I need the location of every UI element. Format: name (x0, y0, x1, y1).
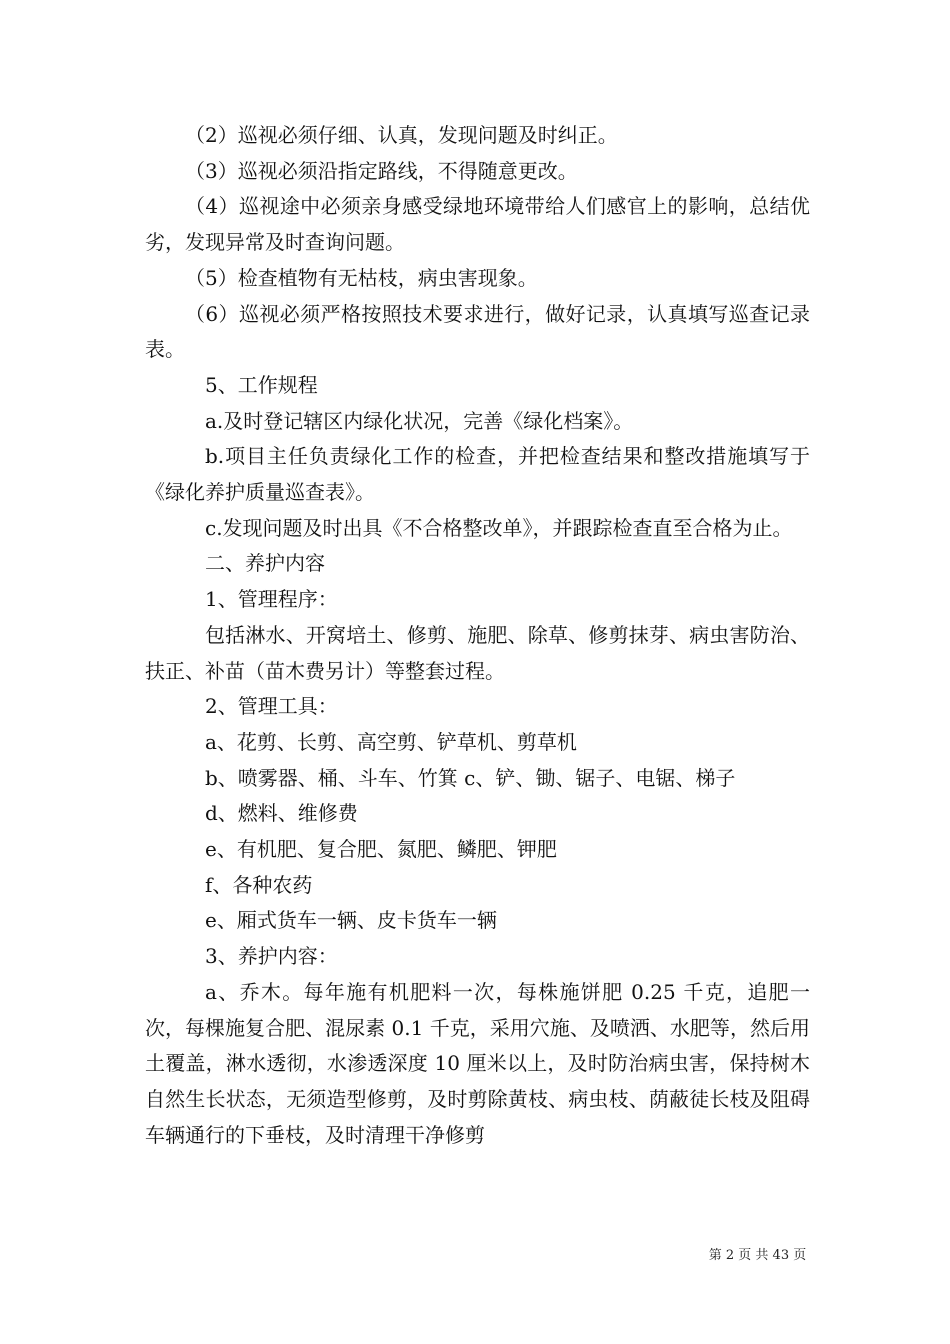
section-heading: 5、工作规程 (205, 372, 318, 397)
paragraph: 包括淋水、开窝培土、修剪、施肥、除草、修剪抹芽、病虫害防治、扶正、补苗（苗木费另计）等整套过程。 (145, 622, 810, 683)
section-heading: 二、养护内容 (205, 551, 325, 576)
paragraph: b.项目主任负责绿化工作的检查，并把检查结果和整改措施填写于《绿化养护质量巡查表》。 (145, 444, 810, 505)
paragraph: a、乔木。每年施有机肥料一次，每株施饼肥 0.25 千克，追肥一次，每棵施复合肥、混尿素 0.1 千克，采用穴施、及喷洒、水肥等，然后用土覆盖，淋水透彻，水渗透深度 10 厘米以上，及时防治病虫害，保持树木自然生长状态，无须造型修剪，及时剪除黄枝、病虫枝、荫蔽徒长枝及阻碍车辆通行的下垂枝，及时清理干净修剪 (145, 979, 810, 1147)
paragraph: （4）巡视途中必须亲身感受绿地环境带给人们感官上的影响，总结优劣，发现异常及时查询问题。 (145, 194, 810, 255)
list-item: e、厢式货车一辆、皮卡货车一辆 (205, 908, 497, 933)
paragraph: （2）巡视必须仔细、认真，发现问题及时纠正。 (185, 123, 618, 147)
document-body (145, 118, 810, 1153)
paragraph: （6）巡视必须严格按照技术要求进行，做好记录，认真填写巡查记录表。 (145, 301, 810, 362)
subsection-heading: 3、养护内容： (205, 944, 338, 969)
list-item: e、有机肥、复合肥、氮肥、鳞肥、钾肥 (205, 837, 557, 862)
subsection-heading: 1、管理程序： (205, 587, 338, 612)
page-footer (0, 1244, 950, 1263)
list-item: a、花剪、长剪、高空剪、铲草机、剪草机 (205, 729, 577, 754)
list-item: b、喷雾器、桶、斗车、竹箕 c、铲、锄、锯子、电锯、梯子 (205, 765, 736, 790)
paragraph: （3）巡视必须沿指定路线，不得随意更改。 (185, 158, 578, 183)
paragraph: a.及时登记辖区内绿化状况，完善《绿化档案》。 (205, 408, 634, 433)
list-item: f、各种农药 (205, 872, 313, 897)
subsection-heading: 2、管理工具： (205, 694, 338, 719)
list-item: d、燃料、维修费 (205, 801, 358, 826)
paragraph: c.发现问题及时出具《不合格整改单》，并跟踪检查直至合格为止。 (205, 515, 793, 540)
page-number: 第 2 页 共 43 页 (708, 1248, 807, 1263)
paragraph: （5）检查植物有无枯枝，病虫害现象。 (185, 265, 538, 290)
